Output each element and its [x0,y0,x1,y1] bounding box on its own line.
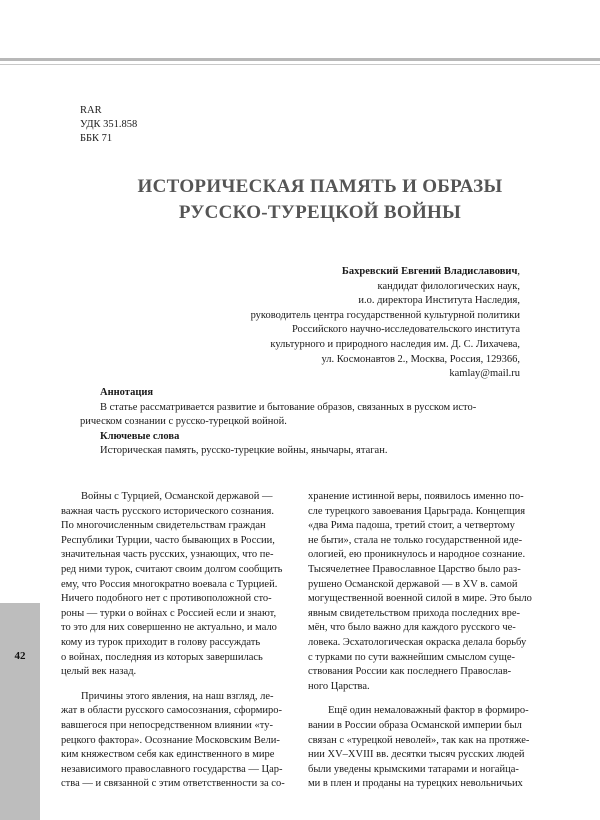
body-column-left [61,490,285,792]
body-column-right [308,490,532,792]
body-line: кому из турок приходит в голову рассуждать [61,636,261,648]
body-line: вании в России образа Османской империи был [308,719,522,731]
author-line: и.о. директора Института Наследия, [358,295,520,307]
abstract-line: рическом сознании с русско-турецкой войной. [80,416,287,428]
bbk-code: ББК 71 [80,133,113,144]
body-line: рушено Османской державой — в XV в. самой [308,578,518,590]
abstract-block [80,386,520,459]
body-line: По многочисленным свидетельствам граждан [61,520,266,532]
body-line: ного Царства. [308,680,370,692]
author-line: руководитель центра государственной культурной политики [250,309,520,321]
author-name: Бахревский Евгений Владиславович [341,266,518,277]
body-line: с турками по сути важнейшим смыслом суще- [308,651,516,663]
author-line: Российского научно-исследовательского института [291,324,520,336]
rar-code: RAR [80,105,102,116]
body-line: связан с «турецкой неволей», так как на протяже- [308,734,530,746]
body-line: ства — и связанной с этим ответственности за со- [61,778,285,790]
body-line: вавшегося при непосредственном влиянии «ту- [61,719,273,731]
author-line: кандидат филологических наук, [377,280,520,292]
body-line: Республики Турции, часто бывающих в России, [61,534,275,546]
body-line: Тысячелетнее Православное Царство было раз- [308,563,521,575]
body-line: мён, что было важно для каждого русского че- [308,622,516,634]
author-email[interactable]: kamlay@mail.ru [449,368,520,380]
body-line: ким княжеством себя как единственного в мире [61,749,275,761]
body-line: не быти», стала не только государственной иде- [308,534,523,546]
header-rule [0,58,600,61]
body-line: были уведены крымскими татарами и ногайца- [308,763,519,775]
body-line: явным свидетельством прихода последних вре- [308,607,520,619]
body-line: целый век назад. [61,666,137,678]
body-line: Ничего подобного нет с противоположной сто- [61,593,272,605]
body-line: Войны с Турцией, Османской державой — [81,491,273,502]
abstract-line: В статье рассматривается развитие и бытование образов, связанных в русском исто- [100,401,477,413]
page-margin-tab [0,603,40,820]
title-line: ИСТОРИЧЕСКАЯ ПАМЯТЬ И ОБРАЗЫ [137,176,503,197]
header-rule-thin [0,64,600,65]
author-block: Бахревский Евгений Владиславович, кандидат филологических наук, и.о. директора Института Наследия, руководитель центра государственной культурной политики Российского научно-исследовательского института культурного и природного наследия им. Д. С. Лихачева, ул. Космонавтов 2., Москва, Россия, 129366, kamlay@mail.ru [100,265,520,382]
body-line: о войнах, последняя из которых завершилась [61,651,263,663]
body-line: ми в плен и проданы на турецких невольничьих [308,778,523,790]
body-line: независимого православного государства — Цар- [61,763,283,775]
title-line: РУССКО-ТУРЕЦКОЙ ВОЙНЫ [178,202,462,223]
body-line: значительная часть русских, узнающих, что пе- [61,549,274,561]
keywords-heading: Ключевые слова [100,430,180,442]
body-line: то это для них совершенно не актуально, и мало [61,622,277,634]
body-line: ред ними турок, считают своим долгом сообщить [61,563,283,575]
page-number: 42 [14,650,26,662]
abstract-heading: Аннотация [100,387,154,398]
body-line: могущественной военной силой в мире. Это было [308,593,532,605]
body-line: рецкого фактора». Осознание Московским Вели- [61,734,280,746]
body-line: сле турецкого завоевания Царьграда. Концепция [308,505,526,517]
body-line: ему, что Россия многократно воевала с Турцией. [61,578,278,590]
article-title [60,174,580,226]
body-line: хранение истинной веры, появилось именно по- [308,491,524,502]
body-line: нии XV–XVIII вв. десятки тысяч русских людей [308,749,525,761]
body-line: ствования России как последнего Православ- [308,666,512,678]
classification-codes [80,104,137,146]
body-line: жат в области русского самосознания, сформиро- [61,705,283,717]
author-line: культурного и природного наследия им. Д. С. Лихачева, [270,338,520,350]
author-line: ул. Космонавтов 2., Москва, Россия, 129366, [321,353,520,365]
body-line: ологией, ею проникнулось и народное сознание. [308,549,526,561]
keywords-text: Историческая память, русско-турецкие войны, янычары, ятаган. [100,445,388,457]
body-line: Ещё один немаловажный фактор в формиро- [328,705,529,717]
body-line: роны — турки о войнах с Россией если и знают, [61,607,277,619]
body-line: важная часть русского исторического сознания. [61,505,274,517]
body-line: ловека. Эсхатологическая окраска делала борьбу [308,636,527,648]
udc-code: УДК 351.858 [80,119,138,130]
body-line: «два Рима падоша, третий стоит, а четвертому [308,520,515,532]
body-line: Причины этого явления, на наш взгляд, ле- [81,690,274,702]
